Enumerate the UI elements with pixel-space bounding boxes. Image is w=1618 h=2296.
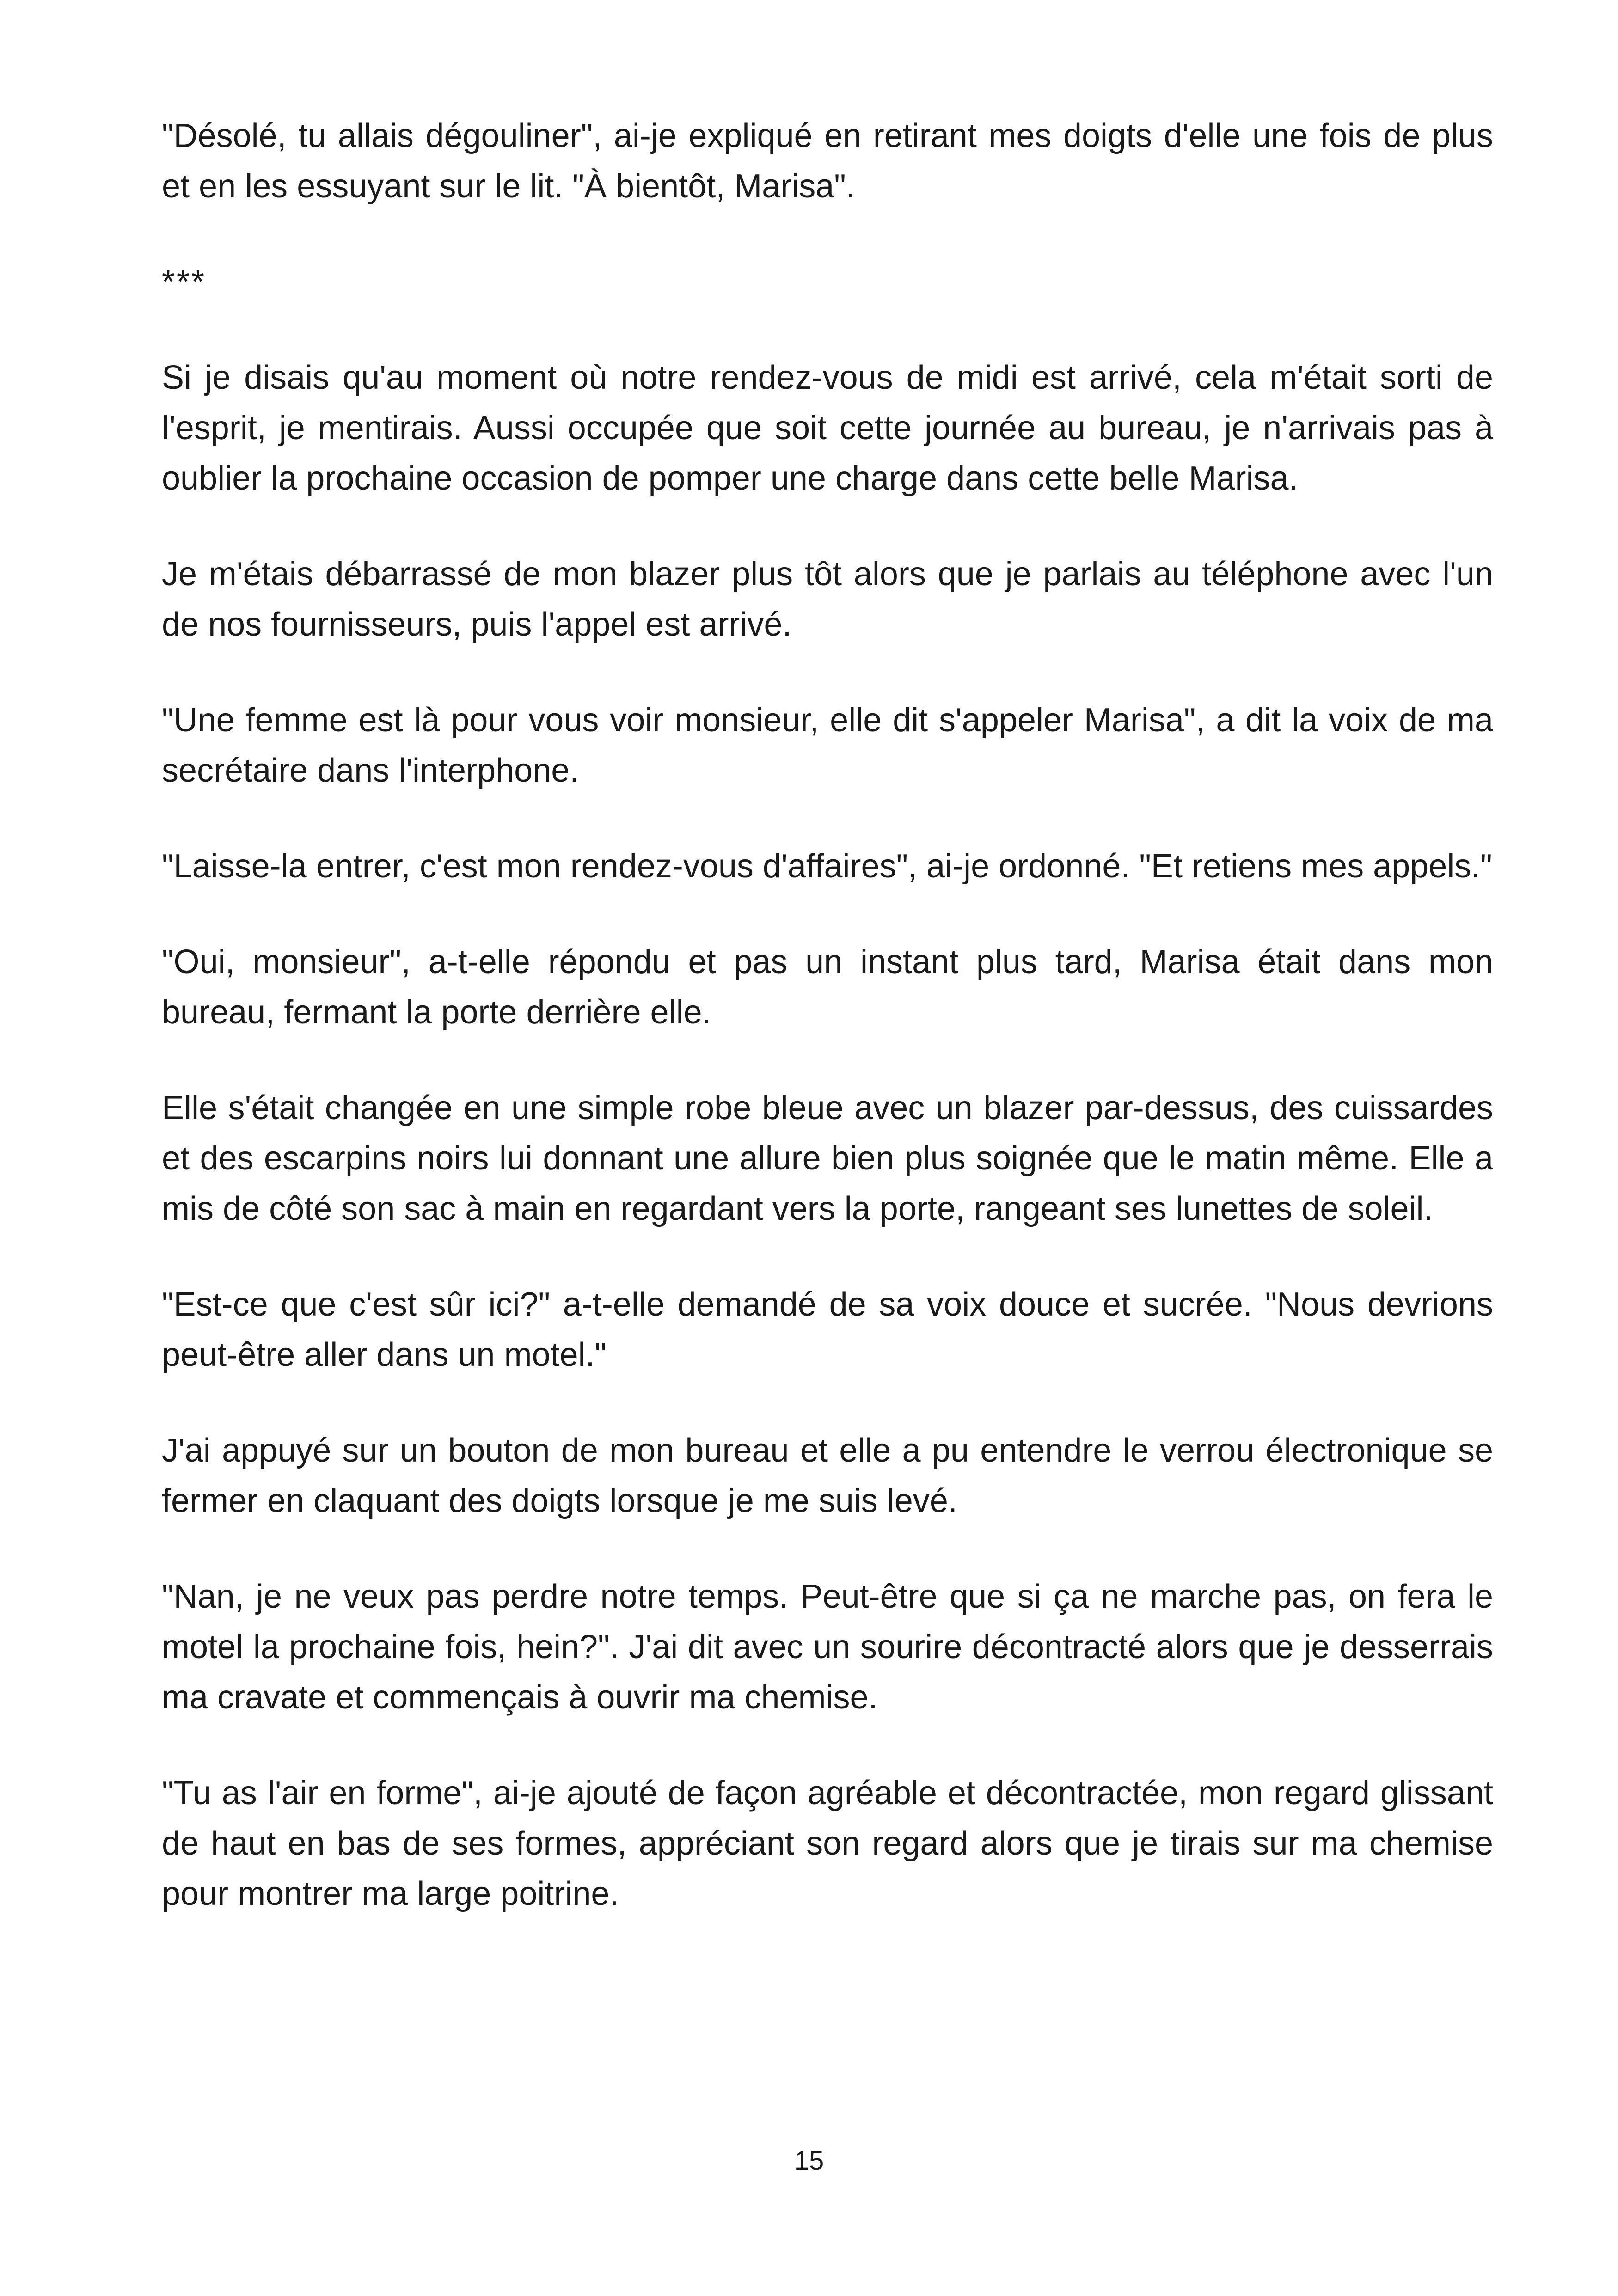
paragraph: Elle s'était changée en une simple robe bleue avec un blazer par-dessus, des cuissardes et des escarpins noirs lui donnant une allure bien plus soignée que le matin même. Elle a mis de côté son sac à main en regardant vers la porte, rangeant ses lunettes de soleil. [162, 1090, 1493, 1227]
section-separator: *** [162, 263, 207, 300]
paragraph: "Est-ce que c'est sûr ici?" a-t-elle demandé de sa voix douce et sucrée. "Nous devrions peut-être aller dans un motel." [162, 1286, 1493, 1373]
paragraph: "Nan, je ne veux pas perdre notre temps. Peut-être que si ça ne marche pas, on fera le motel la prochaine fois, hein?". J'ai dit avec un sourire décontracté alors que je desserrais ma cravate et commençais à ouvrir ma chemise. [162, 1578, 1493, 1716]
paragraph: Si je disais qu'au moment où notre rendez-vous de midi est arrivé, cela m'était sorti de l'esprit, je mentirais. Aussi occupée que soit cette journée au bureau, je n'arrivais pas à oublier la prochaine occasion de pomper une charge dans cette belle Marisa. [162, 359, 1493, 497]
document-body [162, 111, 1493, 1965]
page-number: 15 [794, 2146, 824, 2176]
paragraph: Je m'étais débarrassé de mon blazer plus tôt alors que je parlais au téléphone avec l'un de nos fournisseurs, puis l'appel est arrivé. [162, 556, 1493, 643]
paragraph: "Oui, monsieur", a-t-elle répondu et pas un instant plus tard, Marisa était dans mon bureau, fermant la porte derrière elle. [162, 943, 1493, 1031]
paragraph: J'ai appuyé sur un bouton de mon bureau et elle a pu entendre le verrou électronique se fermer en claquant des doigts lorsque je me suis levé. [162, 1432, 1493, 1519]
paragraph: "Laisse-la entrer, c'est mon rendez-vous d'affaires", ai-je ordonné. "Et retiens mes appels." [162, 848, 1492, 885]
paragraph: "Tu as l'air en forme", ai-je ajouté de façon agréable et décontractée, mon regard glissant de haut en bas de ses formes, appréciant son regard alors que je tirais sur ma chemise pour montrer ma large poitrine. [162, 1775, 1493, 1912]
paragraph: "Une femme est là pour vous voir monsieur, elle dit s'appeler Marisa", a dit la voix de ma secrétaire dans l'interphone. [162, 702, 1493, 789]
paragraph: "Désolé, tu allais dégouliner", ai-je expliqué en retirant mes doigts d'elle une fois de plus et en les essuyant sur le lit. "À bientôt, Marisa". [162, 117, 1493, 205]
